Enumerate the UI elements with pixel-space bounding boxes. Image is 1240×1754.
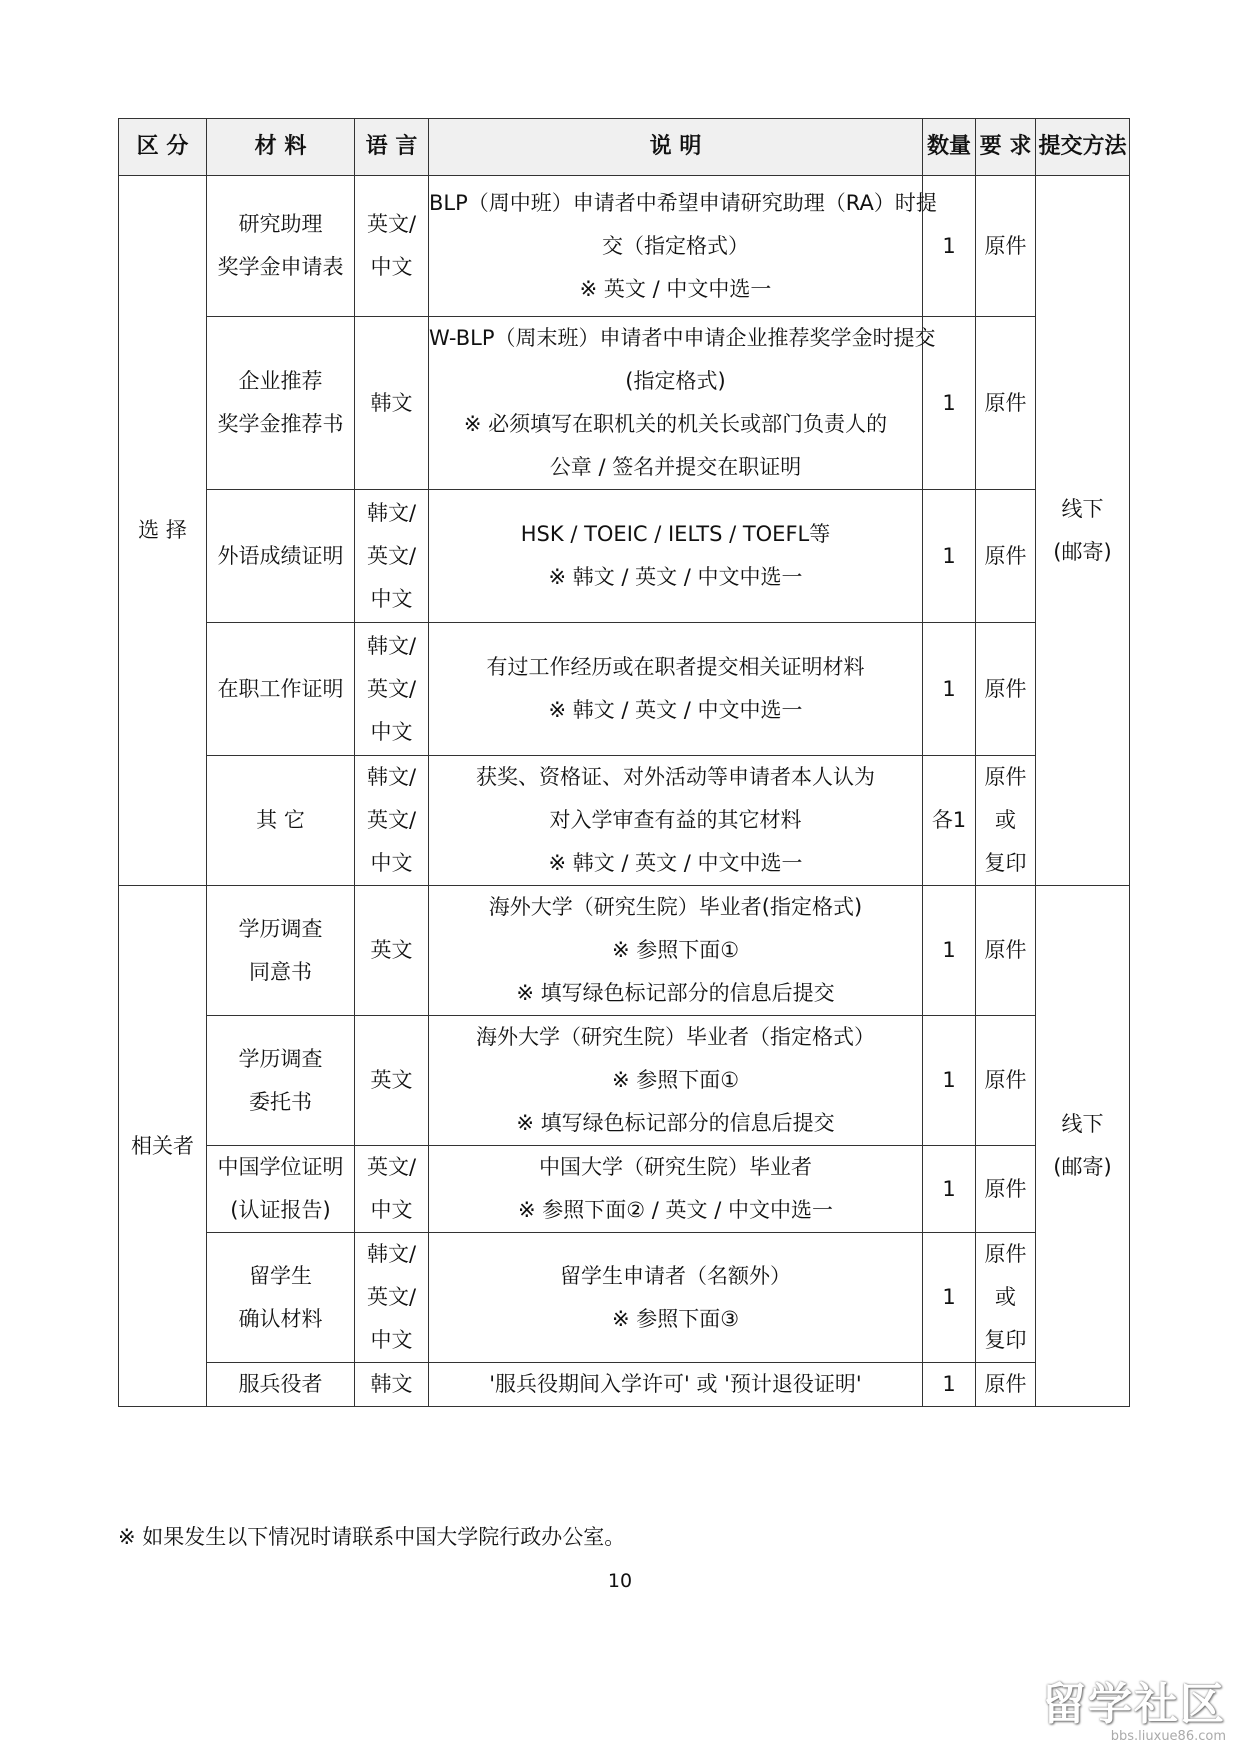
requirement-cell-line: 原件: [984, 938, 1027, 962]
description-cell: [429, 756, 923, 886]
method-cell-line: 线下: [1061, 1112, 1104, 1136]
description-cell-line: ※ 韩文 / 英文 / 中文中选一: [548, 698, 803, 722]
language-cell-line: 韩文/: [366, 765, 417, 789]
description-cell: [429, 1146, 923, 1233]
table-body: [119, 176, 1130, 1407]
watermark-url: bbs.liuxue86.com: [1110, 1729, 1226, 1744]
description-cell: [429, 1233, 923, 1363]
description-cell-line: W-BLP（周末班）申请者中申请企业推荐奖学金时提交: [429, 326, 936, 350]
material-cell: [207, 1016, 355, 1146]
material-cell-line: 在职工作证明: [217, 676, 344, 701]
header-method: 提交方法: [1036, 119, 1130, 176]
language-cell: [355, 1233, 429, 1363]
table-row: [119, 1363, 1130, 1407]
language-cell-line: 英文/: [366, 676, 417, 701]
requirement-cell: [976, 490, 1036, 623]
description-cell-line: ※ 必须填写在职机关的机关长或部门负责人的: [463, 412, 888, 436]
language-cell-line: 英文: [370, 1068, 413, 1092]
material-cell-line: 委托书: [249, 1089, 312, 1114]
description-cell: [429, 1363, 923, 1407]
description-cell-line: HSK / TOEIC / IELTS / TOEFL等: [520, 522, 831, 546]
requirement-cell-line: 原件: [984, 543, 1027, 568]
description-cell-line: 有过工作经历或在职者提交相关证明材料: [486, 655, 865, 679]
category-cell: 选 择: [119, 176, 207, 886]
table-row: [119, 1146, 1130, 1233]
table-row: [119, 623, 1130, 756]
description-cell-line: 中国大学（研究生院）毕业者: [539, 1155, 812, 1179]
language-cell-line: 韩文: [370, 390, 413, 415]
material-cell-line: 学历调查: [238, 1046, 323, 1071]
language-cell: [355, 317, 429, 490]
method-cell: [1036, 886, 1130, 1407]
description-cell-line: 获奖、资格证、对外活动等申请者本人认为: [476, 765, 875, 789]
language-cell-line: 中文: [370, 719, 413, 744]
description-cell-line: 对入学审查有益的其它材料: [549, 808, 802, 832]
requirement-cell-line: 原件: [984, 1242, 1027, 1266]
description-cell-line: ※ 英文 / 中文中选一: [579, 276, 772, 301]
material-cell: [207, 756, 355, 886]
language-cell-line: 中文: [370, 1198, 413, 1222]
requirement-cell: [976, 623, 1036, 756]
material-cell-line: 研究助理: [238, 212, 323, 236]
language-cell: [355, 1146, 429, 1233]
material-cell-line: 服兵役者: [238, 1372, 323, 1396]
description-cell-line: ※ 参照下面② / 英文 / 中文中选一: [518, 1198, 833, 1222]
material-cell: [207, 1363, 355, 1407]
material-cell: [207, 176, 355, 317]
requirement-cell: [976, 1233, 1036, 1363]
language-cell-line: 中文: [370, 851, 413, 875]
language-cell: [355, 886, 429, 1016]
material-cell: [207, 623, 355, 756]
requirement-cell-line: 原件: [984, 676, 1027, 701]
quantity-cell: 1: [923, 1233, 976, 1363]
quantity-cell: 1: [923, 176, 976, 317]
description-cell-line: ※ 参照下面①: [611, 938, 740, 962]
watermark: [1042, 1681, 1226, 1744]
method-cell-line: (邮寄): [1053, 1155, 1112, 1179]
description-cell: [429, 886, 923, 1016]
quantity-cell: 各1: [923, 756, 976, 886]
language-cell: [355, 623, 429, 756]
method-cell-line: (邮寄): [1053, 539, 1112, 564]
header-description: 说 明: [429, 119, 923, 176]
material-cell-line: 学历调查: [238, 916, 323, 941]
materials-table: [118, 118, 1130, 1407]
material-cell-line: 确认材料: [238, 1306, 323, 1331]
material-cell-line: 同意书: [249, 959, 312, 984]
material-cell-line: 其 它: [256, 808, 305, 832]
description-cell-line: ※ 参照下面①: [611, 1068, 740, 1092]
header-requirement: 要 求: [976, 119, 1036, 176]
requirement-cell-line: 原件: [984, 1068, 1027, 1092]
language-cell-line: 英文/: [366, 543, 417, 568]
method-cell: [1036, 176, 1130, 886]
material-cell: [207, 1146, 355, 1233]
material-cell-line: 中国学位证明: [217, 1155, 344, 1179]
table-row: [119, 317, 1130, 490]
table-row: [119, 1016, 1130, 1146]
language-cell-line: 韩文: [370, 1372, 413, 1396]
description-cell-line: 海外大学（研究生院）毕业者(指定格式): [488, 895, 863, 919]
table-row: [119, 176, 1130, 317]
header-category: 区 分: [119, 119, 207, 176]
description-cell: [429, 623, 923, 756]
description-cell-line: ※ 韩文 / 英文 / 中文中选一: [548, 565, 803, 589]
requirement-cell: [976, 756, 1036, 886]
requirement-cell-line: 原件: [984, 765, 1027, 789]
requirement-cell: [976, 1363, 1036, 1407]
language-cell-line: 中文: [370, 255, 413, 279]
description-cell: [429, 317, 936, 490]
table-row: [119, 1233, 1130, 1363]
language-cell-line: 中文: [370, 1328, 413, 1352]
language-cell-line: 英文/: [366, 1155, 417, 1179]
language-cell-line: 中文: [370, 586, 413, 611]
language-cell: [355, 1016, 429, 1146]
language-cell-line: 英文: [370, 938, 413, 962]
material-cell-line: 奖学金推荐书: [217, 412, 344, 436]
language-cell-line: 韩文/: [366, 1242, 417, 1266]
table-row: [119, 756, 1130, 886]
description-cell-line: ※ 韩文 / 英文 / 中文中选一: [548, 851, 803, 875]
category-cell: 相关者: [119, 886, 207, 1407]
description-cell-line: 公章 / 签名并提交在职证明: [549, 455, 802, 479]
watermark-logo: 留学社区: [1042, 1679, 1226, 1730]
quantity-cell: 1: [923, 1146, 976, 1233]
method-cell-line: 线下: [1061, 496, 1104, 521]
requirement-cell-line: 复印: [984, 851, 1027, 875]
language-cell-line: 韩文/: [366, 633, 417, 658]
description-cell: [429, 176, 937, 317]
requirement-cell: [976, 176, 1036, 317]
language-cell: [355, 756, 429, 886]
quantity-cell: 1: [923, 1016, 976, 1146]
requirement-cell-line: 原件: [984, 1176, 1027, 1201]
description-cell-line: 交（指定格式）: [602, 233, 749, 258]
requirement-cell-line: 复印: [984, 1328, 1027, 1352]
quantity-cell: 1: [923, 1363, 976, 1407]
language-cell: [355, 490, 429, 623]
requirement-cell-line: 原件: [984, 1372, 1027, 1396]
requirement-cell-line: 原件: [984, 233, 1027, 258]
language-cell-line: 韩文/: [366, 500, 417, 525]
description-cell-line: 留学生申请者（名额外）: [560, 1263, 791, 1288]
requirement-cell: [976, 317, 1036, 490]
material-cell-line: 外语成绩证明: [217, 543, 344, 568]
requirement-cell: [976, 886, 1036, 1016]
quantity-cell: 1: [923, 886, 976, 1016]
table-row: [119, 886, 1130, 1016]
header-language: 语 言: [355, 119, 429, 176]
header-material: 材 料: [207, 119, 355, 176]
description-cell-line: ※ 填写绿色标记部分的信息后提交: [516, 1111, 835, 1135]
material-cell: [207, 490, 355, 623]
description-cell-line: BLP（周中班）申请者中希望申请研究助理（RA）时提: [429, 190, 937, 215]
quantity-cell: 1: [923, 317, 976, 490]
description-cell-line: '服兵役期间入学许可' 或 '预计退役证明': [489, 1372, 862, 1396]
description-cell: [429, 490, 923, 623]
requirement-cell-line: 原件: [984, 390, 1027, 415]
material-cell-line: (认证报告): [230, 1198, 331, 1222]
language-cell: [355, 1363, 429, 1407]
material-cell-line: 奖学金申请表: [217, 255, 344, 279]
language-cell-line: 英文/: [366, 808, 417, 832]
description-cell-line: ※ 参照下面③: [611, 1306, 740, 1331]
requirement-cell: [976, 1146, 1036, 1233]
footnote: ※ 如果发生以下情况时请联系中国大学院行政办公室。: [118, 1525, 626, 1549]
requirement-cell: [976, 1016, 1036, 1146]
requirement-cell-line: 或: [995, 808, 1016, 832]
language-cell-line: 英文/: [366, 1285, 417, 1309]
description-cell-line: 海外大学（研究生院）毕业者（指定格式）: [476, 1025, 875, 1049]
description-cell-line: (指定格式): [625, 369, 726, 393]
description-cell-line: ※ 填写绿色标记部分的信息后提交: [516, 981, 835, 1005]
page-number: 10: [607, 1570, 633, 1592]
material-cell: [207, 886, 355, 1016]
description-cell: [429, 1016, 923, 1146]
header-quantity: 数量: [923, 119, 976, 176]
quantity-cell: 1: [923, 623, 976, 756]
table-header: [119, 119, 1130, 176]
requirement-cell-line: 或: [995, 1285, 1016, 1309]
material-cell-line: 留学生: [249, 1263, 312, 1288]
quantity-cell: 1: [923, 490, 976, 623]
language-cell-line: 英文/: [366, 212, 417, 236]
table-row: [119, 490, 1130, 623]
material-cell-line: 企业推荐: [238, 369, 323, 393]
material-cell: [207, 317, 355, 490]
language-cell: [355, 176, 429, 317]
material-cell: [207, 1233, 355, 1363]
